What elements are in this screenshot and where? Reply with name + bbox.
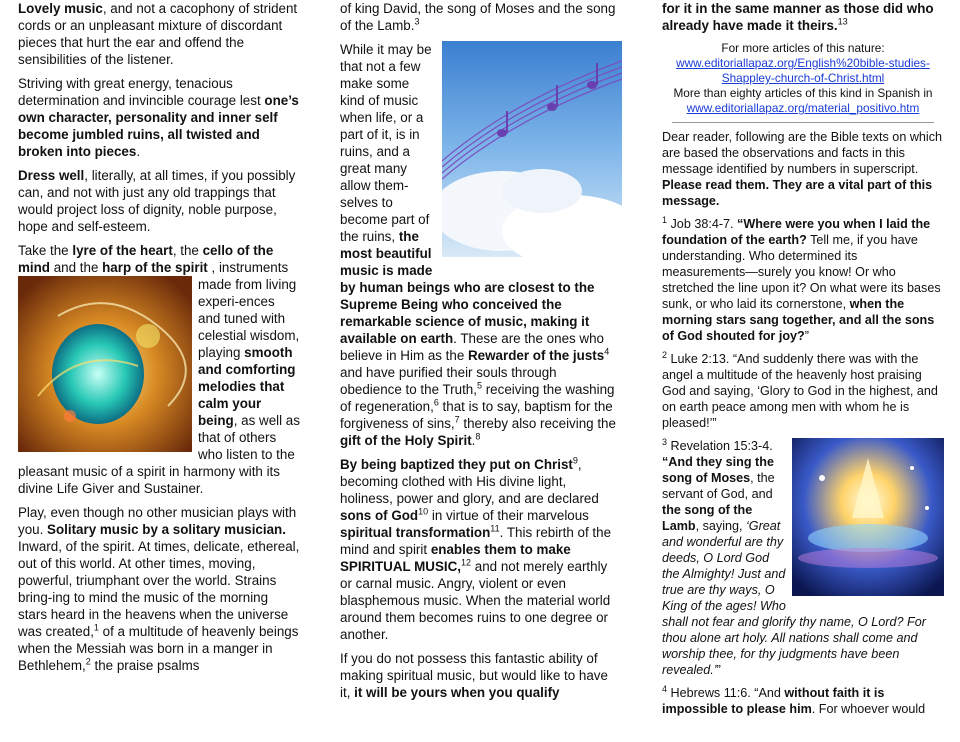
text: , saying,	[695, 519, 746, 533]
paragraph	[340, 0, 622, 34]
superscript: 9	[572, 455, 578, 466]
superscript: 11	[490, 523, 500, 534]
emphasis: By being baptized they put on Christ	[340, 457, 573, 472]
superscript: 2	[662, 349, 668, 360]
quotation: ‘Great and wonderful are thy deeds, O Lord God the Almighty! Just and true are thy ways, O King of the ages! Who shall not fear and glorify thy name, O Lord? For thou alone art holy. All nations shall come and worship thee, for thy judgments have been revealed.’	[662, 519, 926, 677]
text: thereby also receiving the	[459, 416, 616, 431]
text: “And suddenly there was with the angel a multitude of the heavenly host praising God and saying, ‘Glory to God in the highest, and on earth peace among men with whom he is pleased!’”	[662, 352, 938, 430]
reference-1	[662, 216, 944, 344]
text: . This rebirth of the mind and spirit	[340, 525, 612, 557]
text: of king David, the song of Moses and the song of the Lamb.	[340, 1, 616, 33]
superscript: 10	[418, 506, 429, 517]
paragraph: While it may be that not a few make some kind of music when life, or a part of it, is in ruins, and a great many allow them-selves to become part of the ruins, the most beautiful music is made by human beings who are closest to the Supreme Being who conceived the remarkable science of music, making it available on earth. These are the ones who believe in Him as the Rewarder of the justs$^4$ and have purified their souls through obedience to the Truth,$^5$ receiving the washing of regeneration,$^6$ that is to say, baptism for the forgiveness of sins,$^7$ thereby also receiving the gift of the Holy Spirit.$^8$	[340, 41, 622, 449]
text: Luke 2:13.	[667, 352, 733, 366]
emphasis: “And they sing the song of Moses	[662, 455, 774, 485]
emphasis: smooth and comforting melodies that calm your being	[198, 345, 296, 428]
emphasis: gift of the Holy Spirit	[340, 433, 472, 448]
glowing-head-image	[18, 276, 192, 456]
divider	[672, 122, 934, 123]
emphasis: spiritual transformation	[340, 525, 491, 540]
emphasis: Solitary music by a solitary musician.	[47, 522, 286, 537]
text: Take the	[18, 243, 73, 258]
text: Inward, of the spirit. At times, delicate, ethereal, out of this world. At other times, moving, powerful, triumphant over the world. Strains bring-ing to mind the music of the morning stars heard in the heavens when the universe was created,	[18, 539, 300, 639]
emphasis: Please read them. They are a vital part of this message.	[662, 178, 933, 208]
text: While it may be that not a few make some kind of music when life, or a part of it, is in ruins, and a great many allow them-selves to become part of the ruins,	[340, 42, 432, 244]
musical-notes-clouds-image	[442, 41, 622, 261]
english-articles-link[interactable]: www.editoriallapaz.org/English%20bible-studies-Shappley-church-of-Christ.html	[676, 56, 930, 85]
superscript: 1	[662, 214, 668, 225]
paragraph: Striving with great energy, tenacious determination and invincible courage lest one’s own character, personality and inner self become jumbled ruins, all twisted and broken into pieces.	[18, 76, 299, 159]
references	[662, 129, 944, 717]
text: , becoming clothed with His divine light, holiness, power and glory, and are declared	[340, 457, 599, 506]
superscript: 12	[461, 557, 472, 568]
paragraph	[18, 242, 300, 497]
text: Striving with great energy, tenacious determination and invincible courage lest	[18, 76, 265, 108]
column-1	[18, 0, 300, 681]
text: Job 38:4-7.	[667, 217, 738, 231]
text: , instruments made from living experi-ences and tuned with celestial wisdom, playing	[198, 260, 300, 360]
superscript: 13	[837, 16, 848, 27]
text: and the	[50, 260, 103, 275]
more-articles-label: For more articles of this nature:	[721, 41, 885, 55]
emphasis: cello of the mind	[18, 243, 274, 275]
text: Dear reader, following are the Bible texts on which are based the observations and facts in this message identified by numbers in superscript.	[662, 130, 943, 176]
text: in virtue of their marvelous	[428, 508, 589, 523]
superscript: 3	[662, 436, 668, 447]
paragraph	[340, 650, 622, 701]
text: Hebrews 11:6.	[667, 686, 755, 700]
text: If you do not possess this fantastic ability of making spiritual music, but would like to have it,	[340, 651, 608, 700]
text: and have purified their souls through obedience to the Truth,	[340, 365, 557, 397]
superscript: 7	[454, 414, 460, 425]
text: , literally, at all times, if you possibly can, and not with just any old trappings that would project loss of dignity, noble purpose, hope and self-esteem.	[18, 168, 296, 234]
more-articles-box	[662, 41, 944, 116]
text: , and not a cacophony of strident cords or an unpleasant mixture of discordant pieces that hurt the ear and offend the sensibilities of the listener.	[18, 1, 298, 67]
paragraph	[18, 0, 300, 68]
text: Tell me, if you have understanding. Who determined its measurements—surely you know! Or who stretched the line upon it? On what were its bases sunk, or who laid its cornerstone,	[662, 233, 941, 311]
text: Play, even though no other musician plays with you.	[18, 505, 297, 537]
superscript: 2	[85, 656, 91, 667]
superscript: 3	[414, 16, 420, 27]
emphasis: Dress well	[18, 168, 85, 183]
emphasis: the most beautiful music is made by human beings who are closest to the Supreme Being who conceived the remarkable science of music, making it available on earth	[340, 229, 595, 346]
paragraph	[662, 0, 944, 34]
text: Revelation 15:3-4.	[667, 439, 773, 453]
paragraph	[662, 129, 944, 209]
superscript: 8	[475, 431, 481, 442]
emphasis: enables them to make SPIRITUAL MUSIC,	[340, 542, 571, 574]
paragraph	[18, 167, 300, 235]
superscript: 1	[93, 622, 99, 633]
spanish-articles-label: More than eighty articles of this kind in Spanish in	[673, 86, 933, 100]
text: , as well as that of others who listen to the pleasant music of a spirit in harmony with its divine Life Giver and Sustainer.	[18, 413, 300, 496]
reference-2	[662, 351, 944, 431]
reference-4	[662, 685, 944, 717]
emphasis: the song of the Lamb	[662, 503, 753, 533]
text: and not merely earthly or carnal music. Angry, violent or even blasphemous music. When the material world around them becomes ruins to one degree or another.	[340, 559, 611, 642]
text: . For whoever would	[811, 702, 926, 716]
emphasis: one’s own character, personality and inner self become jumbled ruins, all twisted and broken into pieces	[18, 93, 299, 159]
column-2	[340, 0, 622, 708]
emphasis: harp of the spirit	[102, 260, 208, 275]
superscript: 5	[476, 380, 482, 391]
text: ”	[716, 663, 721, 677]
text: ”	[804, 329, 809, 343]
emphasis: lyre of the heart	[72, 243, 173, 258]
emphasis: sons of God	[340, 508, 419, 523]
text: the praise psalms	[90, 658, 200, 673]
emphasis: it will be yours when you qualify	[354, 685, 560, 700]
reference-3	[662, 438, 944, 678]
paragraph	[18, 504, 300, 674]
emphasis: Lovely music	[18, 1, 103, 16]
text: , the	[172, 243, 203, 258]
paragraph	[340, 456, 622, 643]
text: , the servant of God, and	[662, 471, 775, 501]
emphasis: Rewarder of the justs	[468, 348, 605, 363]
text: of a multitude of heavenly beings when the Messiah was born in a manger in Bethlehem,	[18, 624, 299, 673]
superscript: 4	[662, 683, 668, 694]
column-3	[662, 0, 944, 724]
superscript: 6	[433, 397, 439, 408]
emphasis: for it in the same manner as those did who already have made it theirs.	[662, 1, 934, 33]
emphasis: when the morning stars sang together, and all the sons of God shouted for joy?	[662, 297, 935, 343]
emphasis: without faith it is impossible to please him	[662, 686, 885, 716]
text: . These are the ones who believe in Him as the	[340, 331, 604, 363]
heavenly-throne-image	[792, 438, 944, 600]
spanish-articles-link[interactable]: www.editoriallapaz.org/material_positivo.htm	[686, 101, 920, 115]
superscript: 4	[604, 346, 610, 357]
text: receiving the washing of regeneration,	[340, 382, 615, 414]
text: “And	[754, 686, 785, 700]
emphasis: “Where were you when I laid the foundation of the earth?	[662, 217, 931, 247]
text: that is to say, baptism for the forgiveness of sins,	[340, 399, 613, 431]
